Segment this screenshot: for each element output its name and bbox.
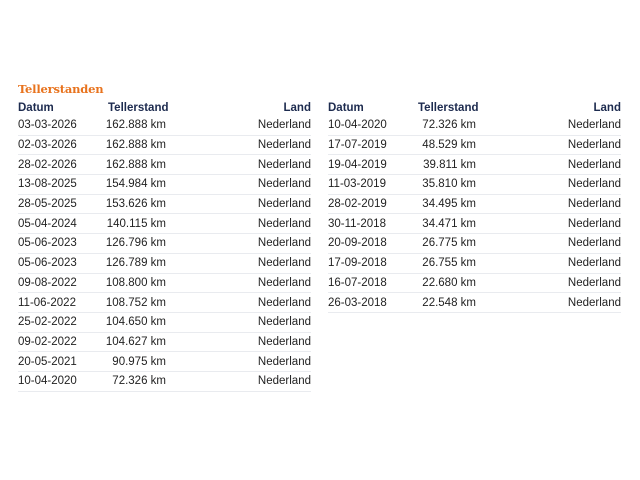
table-row	[328, 234, 621, 254]
date-cell: 30-11-2018	[328, 217, 386, 230]
table-row	[328, 254, 621, 274]
odometer-cell: 48.529 km	[422, 139, 476, 152]
odometer-cell: 162.888 km	[105, 158, 166, 171]
table-row	[328, 274, 621, 294]
country-cell: Nederland	[567, 198, 621, 211]
odometer-cell: 90.975 km	[112, 355, 166, 368]
table-row	[18, 293, 311, 313]
column-header-country: Land	[283, 101, 311, 114]
country-cell: Nederland	[567, 257, 621, 270]
country-cell: Nederland	[257, 335, 311, 348]
odometer-cell: 34.471 km	[422, 217, 476, 230]
country-cell: Nederland	[567, 139, 621, 152]
country-cell: Nederland	[567, 296, 621, 309]
odometer-cell: 126.789 km	[105, 257, 166, 270]
country-cell: Nederland	[257, 139, 311, 152]
table-row	[328, 116, 621, 136]
table-row	[328, 293, 621, 313]
date-cell: 28-02-2026	[18, 158, 77, 171]
odometer-cell: 153.626 km	[105, 198, 166, 211]
odometer-cell: 104.650 km	[105, 316, 166, 329]
table-row	[328, 175, 621, 195]
column-header-odometer: Tellerstand	[418, 101, 479, 114]
country-cell: Nederland	[257, 276, 311, 289]
date-cell: 28-05-2025	[18, 198, 77, 211]
table-row	[18, 234, 311, 254]
odometer-cell: 22.548 km	[422, 296, 476, 309]
table-row	[328, 214, 621, 234]
date-cell: 03-03-2026	[18, 119, 77, 132]
date-cell: 05-04-2024	[18, 217, 77, 230]
date-cell: 11-03-2019	[328, 178, 386, 191]
odometer-cell: 108.800 km	[105, 276, 166, 289]
table-row	[18, 313, 311, 333]
table-row	[18, 254, 311, 274]
date-cell: 20-09-2018	[328, 237, 387, 250]
odometer-cell: 104.627 km	[105, 335, 166, 348]
odometer-cell: 162.888 km	[105, 139, 166, 152]
country-cell: Nederland	[257, 178, 311, 191]
date-cell: 16-07-2018	[328, 276, 387, 289]
date-cell: 20-05-2021	[18, 355, 77, 368]
odometer-cell: 72.326 km	[112, 375, 166, 388]
column-header-date: Datum	[328, 101, 364, 114]
date-cell: 25-02-2022	[18, 316, 77, 329]
date-cell: 13-08-2025	[18, 178, 77, 191]
date-cell: 10-04-2020	[328, 119, 387, 132]
odometer-cell: 162.888 km	[105, 119, 166, 132]
odometer-cell: 26.755 km	[422, 257, 476, 270]
date-cell: 19-04-2019	[328, 158, 387, 171]
country-cell: Nederland	[257, 296, 311, 309]
country-cell: Nederland	[567, 158, 621, 171]
odometer-table-left	[18, 99, 311, 392]
country-cell: Nederland	[257, 198, 311, 211]
table-row	[328, 136, 621, 156]
country-cell: Nederland	[257, 257, 311, 270]
table-row	[18, 372, 311, 392]
country-cell: Nederland	[567, 237, 621, 250]
table-body	[18, 116, 311, 392]
date-cell: 09-02-2022	[18, 335, 77, 348]
date-cell: 17-09-2018	[328, 257, 387, 270]
date-cell: 11-06-2022	[18, 296, 76, 309]
odometer-cell: 39.811 km	[423, 158, 476, 171]
country-cell: Nederland	[567, 178, 621, 191]
table-row	[18, 195, 311, 215]
table-row	[18, 333, 311, 353]
column-header-odometer: Tellerstand	[108, 101, 169, 114]
odometer-cell: 72.326 km	[422, 119, 476, 132]
odometer-cell: 35.810 km	[422, 178, 476, 191]
table-header	[18, 99, 311, 116]
country-cell: Nederland	[257, 237, 311, 250]
date-cell: 10-04-2020	[18, 375, 77, 388]
odometer-cell: 22.680 km	[422, 276, 476, 289]
table-row	[18, 155, 311, 175]
odometer-cell: 154.984 km	[105, 178, 166, 191]
date-cell: 09-08-2022	[18, 276, 77, 289]
table-row	[18, 116, 311, 136]
country-cell: Nederland	[567, 276, 621, 289]
odometer-table-right	[328, 99, 621, 313]
column-header-date: Datum	[18, 101, 54, 114]
date-cell: 26-03-2018	[328, 296, 387, 309]
odometer-cell: 126.796 km	[105, 237, 166, 250]
date-cell: 17-07-2019	[328, 139, 387, 152]
table-header	[328, 99, 621, 116]
odometer-cell: 140.115 km	[106, 217, 166, 230]
table-row	[18, 352, 311, 372]
country-cell: Nederland	[257, 119, 311, 132]
date-cell: 05-06-2023	[18, 257, 77, 270]
column-header-country: Land	[593, 101, 621, 114]
country-cell: Nederland	[257, 316, 311, 329]
date-cell: 28-02-2019	[328, 198, 387, 211]
date-cell: 02-03-2026	[18, 139, 77, 152]
table-body	[328, 116, 621, 313]
country-cell: Nederland	[257, 355, 311, 368]
date-cell: 05-06-2023	[18, 237, 77, 250]
country-cell: Nederland	[257, 217, 311, 230]
country-cell: Nederland	[257, 158, 311, 171]
table-row	[18, 274, 311, 294]
country-cell: Nederland	[257, 375, 311, 388]
table-row	[18, 214, 311, 234]
table-row	[328, 155, 621, 175]
table-row	[18, 136, 311, 156]
table-row	[328, 195, 621, 215]
section-title: Tellerstanden	[18, 82, 104, 96]
country-cell: Nederland	[567, 217, 621, 230]
table-row	[18, 175, 311, 195]
odometer-cell: 108.752 km	[105, 296, 166, 309]
country-cell: Nederland	[567, 119, 621, 132]
odometer-cell: 34.495 km	[422, 198, 476, 211]
odometer-cell: 26.775 km	[422, 237, 476, 250]
